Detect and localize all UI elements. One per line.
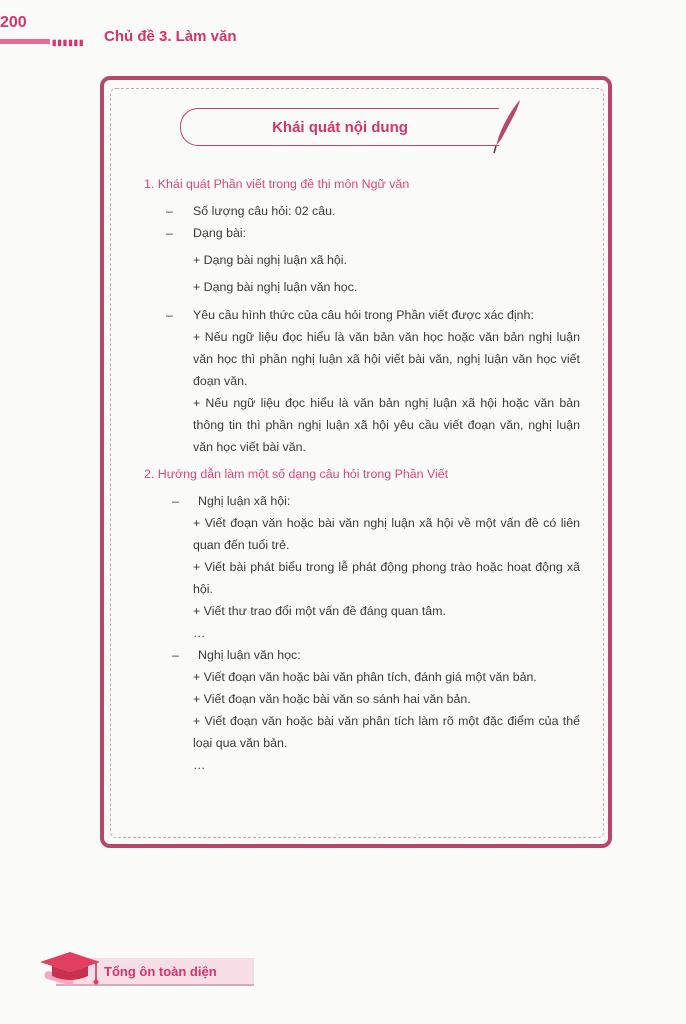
list-item: + Viết đoạn văn hoặc bài văn nghị luận xã hội về một vấn đề có liên quan đến tuổi trẻ. [193,516,580,552]
ellipsis: … [193,626,206,640]
section1-heading: 1. Khái quát Phần viết trong đề thi môn Ngữ văn [144,177,410,191]
list-item [144,200,580,222]
section2-heading: 2. Hướng dẫn làm một số dạng câu hỏi trong Phần Viết [144,467,449,481]
list-item [144,304,580,326]
ellipsis: … [193,758,206,772]
section-title: Khái quát nội dung [272,118,408,136]
graduation-cap-icon [36,950,102,992]
list-item: + Viết thư trao đổi một vấn đề đáng quan tâm. [193,604,446,618]
list-item: + Viết đoạn văn hoặc bài văn phân tích, đánh giá một văn bản. [193,670,537,684]
footer-label: Tổng ôn toàn diện [104,963,217,979]
list-item [144,644,580,666]
list-item [144,222,580,244]
header-dots: ▮▮▮▮▮▮ [52,38,85,47]
list-item: + Nếu ngữ liệu đọc hiểu là văn bản văn học hoặc văn bản nghị luận văn học thì phần nghị luận xã hội viết bài văn, nghị luận văn học viết đoạn văn. [193,330,580,388]
list-item: + Viết đoạn văn hoặc bài văn phân tích làm rõ một đặc điểm của thể loại qua văn bản. [193,714,580,750]
chapter-title: Chủ đề 3. Làm văn [104,28,237,45]
dash-bullet: – [166,226,173,240]
list-item-text: Nghị luận văn học: [198,648,301,662]
list-item-text: Số lượng câu hỏi: 02 câu. [193,204,336,218]
list-item: + Dạng bài nghị luận xã hội. [193,253,347,267]
list-item-text: Yêu cầu hình thức của câu hỏi trong Phần viết được xác định: [193,308,534,322]
list-item: + Nếu ngữ liệu đọc hiểu là văn bản nghị luận xã hội hoặc văn bản thông tin thì phần nghị luận xã hội yêu cầu viết đoạn văn, nghị luận văn học viết bài văn. [193,396,580,454]
dash-bullet: – [166,204,173,218]
list-item-text: Dạng bài: [193,226,247,240]
content-body [144,173,580,776]
header-bar [0,39,50,44]
title-banner [180,108,499,146]
page-number: 200 [0,14,27,31]
list-item: + Dạng bài nghị luận văn học. [193,280,358,294]
list-item-text: Nghị luận xã hội: [198,494,291,508]
dash-bullet: – [172,648,179,662]
list-item: + Viết bài phát biểu trong lễ phát động phong trào hoặc hoạt động xã hội. [193,560,580,596]
dash-bullet: – [172,494,179,508]
dash-bullet: – [166,308,173,322]
list-item: + Viết đoạn văn hoặc bài văn so sánh hai văn bản. [193,692,471,706]
list-item [144,490,580,512]
pen-icon [490,98,524,154]
